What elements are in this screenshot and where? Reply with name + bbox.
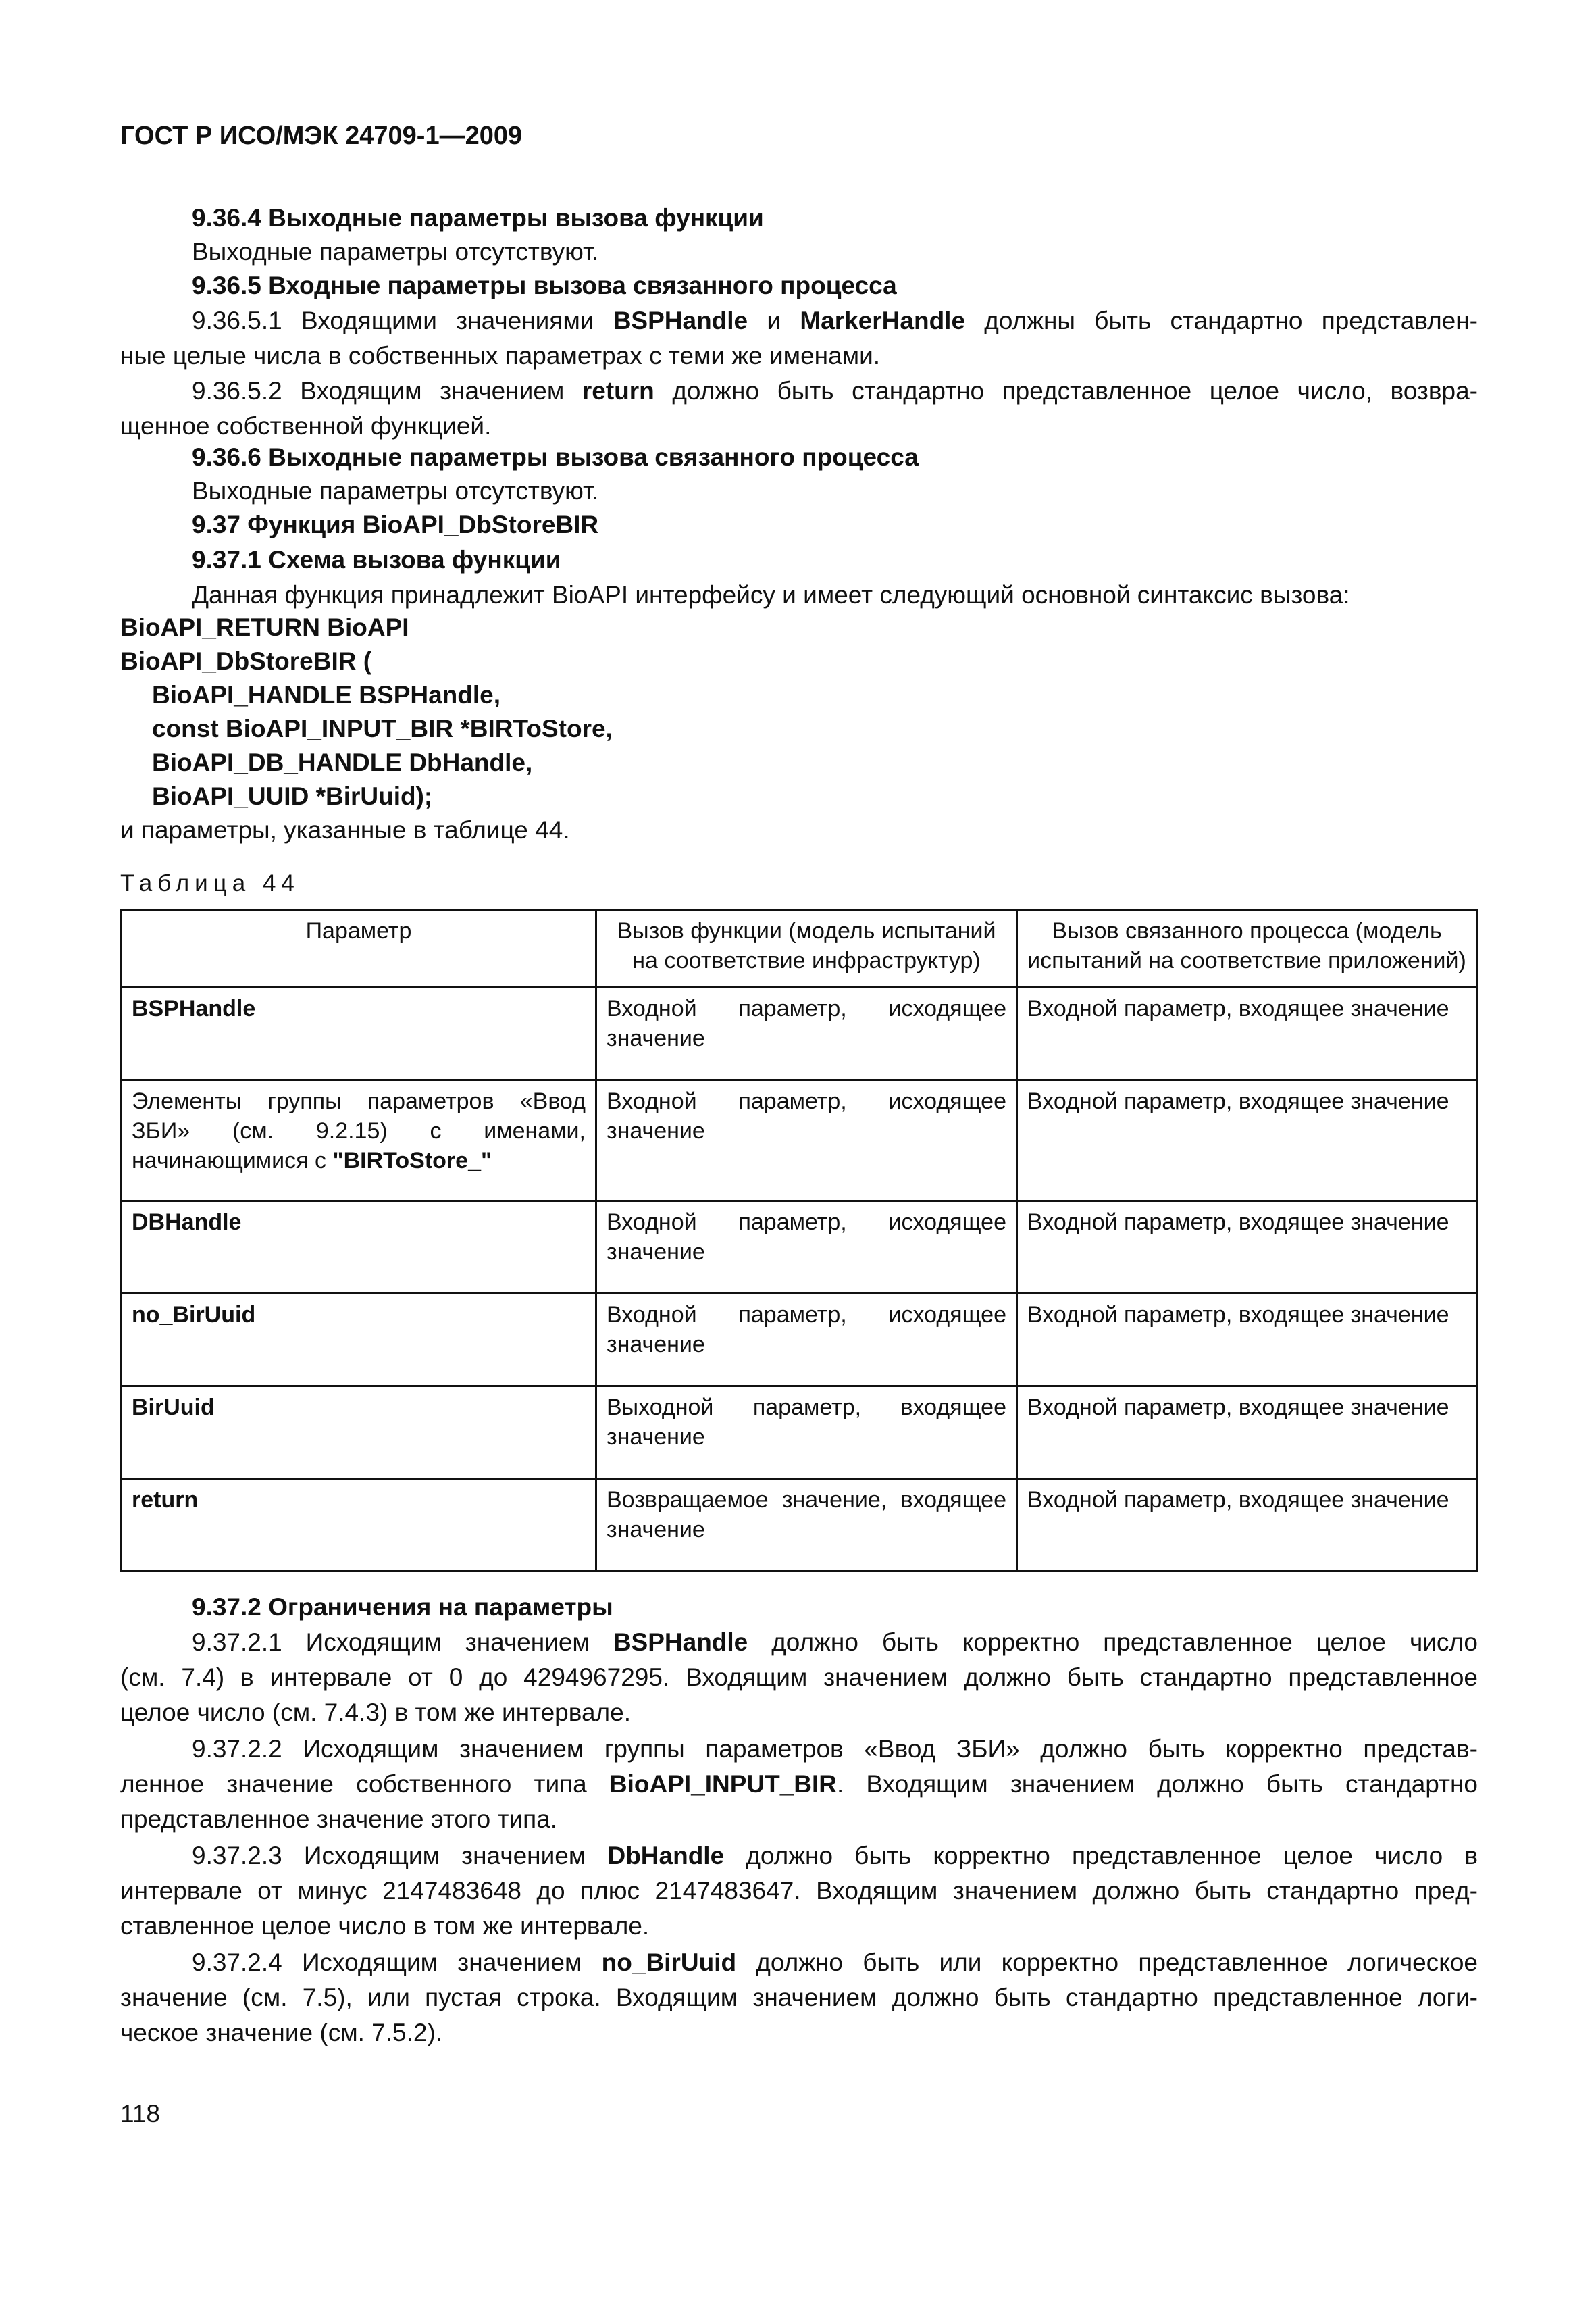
paragraph: Выходные параметры отсутствуют. bbox=[192, 477, 599, 505]
table-header-row bbox=[122, 910, 1477, 988]
table-row bbox=[122, 1080, 1477, 1201]
code-line: const BioAPI_INPUT_BIR *BIRToStore, bbox=[152, 715, 613, 743]
table-cell: Входной параметр, входящее значение bbox=[1017, 1294, 1477, 1386]
code-line: BioAPI_HANDLE BSPHandle, bbox=[152, 681, 501, 709]
table-header-cell: Вызов связанного процесса (модель испытаний на соответствие приложений) bbox=[1017, 910, 1477, 988]
section-heading-9-37: 9.37 Функция BioAPI_DbStoreBIR bbox=[192, 511, 599, 538]
table-cell: Выходной параметр, входящее значение bbox=[596, 1386, 1017, 1479]
table-row bbox=[122, 1386, 1477, 1479]
table-cell: no_BirUuid bbox=[122, 1294, 596, 1386]
code-line: BioAPI_UUID *BirUuid); bbox=[152, 782, 433, 810]
paragraph-line: щенное собственной функцией. bbox=[120, 412, 492, 440]
table-cell: Входной параметр, входящее значение bbox=[1017, 988, 1477, 1080]
paragraph-line: (см. 7.4) в интервале от 0 до 4294967295. Входящим значением должно быть стандартно представленное bbox=[120, 1663, 1478, 1691]
paragraph-line: 9.36.5.2 Входящим значением return должно быть стандартно представленное целое число, возвра- bbox=[192, 377, 1478, 405]
paragraph-line: представленное значение этого типа. bbox=[120, 1805, 558, 1833]
section-heading-9-36-5: 9.36.5 Входные параметры вызова связанного процесса bbox=[192, 272, 897, 299]
paragraph-line: 9.37.2.3 Исходящим значением DbHandle должно быть корректно представленное целое число в bbox=[192, 1842, 1478, 1869]
table-cell: return bbox=[122, 1479, 596, 1571]
table-cell: Входной параметр, входящее значение bbox=[1017, 1479, 1477, 1571]
table-cell: Элементы группы параметров «Ввод ЗБИ» (см. 9.2.15) с именами, начинающимися с "BIRToStore_" bbox=[122, 1080, 596, 1201]
code-line: BioAPI_DbStoreBIR ( bbox=[120, 647, 372, 675]
paragraph: и параметры, указанные в таблице 44. bbox=[120, 816, 570, 844]
table-cell: Входной параметр, исходящее значение bbox=[596, 1080, 1017, 1201]
table-cell: BSPHandle bbox=[122, 988, 596, 1080]
paragraph-line: ные целые числа в собственных параметрах с теми же именами. bbox=[120, 342, 881, 370]
paragraph: Данная функция принадлежит BioAPI интерфейсу и имеет следующий основной синтаксис вызова: bbox=[192, 581, 1350, 609]
code-line: BioAPI_RETURN BioAPI bbox=[120, 613, 409, 641]
table-cell: Входной параметр, исходящее значение bbox=[596, 1294, 1017, 1386]
page-number: 118 bbox=[120, 2100, 160, 2128]
table-cell: DBHandle bbox=[122, 1201, 596, 1294]
paragraph: Выходные параметры отсутствуют. bbox=[192, 238, 599, 266]
section-heading-9-36-6: 9.36.6 Выходные параметры вызова связанного процесса bbox=[192, 443, 919, 471]
table-caption: Таблица 44 bbox=[120, 870, 300, 897]
table-row bbox=[122, 1294, 1477, 1386]
table-cell: Входной параметр, входящее значение bbox=[1017, 1080, 1477, 1201]
paragraph-line: значение (см. 7.5), или пустая строка. Входящим значением должно быть стандартно представленное логи- bbox=[120, 1984, 1478, 2011]
paragraph-line: 9.37.2.1 Исходящим значением BSPHandle должно быть корректно представленное целое число bbox=[192, 1628, 1478, 1656]
paragraph-line: 9.36.5.1 Входящими значениями BSPHandle и MarkerHandle должны быть стандартно представлен- bbox=[192, 307, 1478, 334]
table-row bbox=[122, 1201, 1477, 1294]
section-heading-9-36-4: 9.36.4 Выходные параметры вызова функции bbox=[192, 204, 764, 232]
table-header-cell: Параметр bbox=[122, 910, 596, 988]
paragraph-line: 9.37.2.4 Исходящим значением no_BirUuid должно быть или корректно представленное логическое bbox=[192, 1948, 1478, 1976]
table-row bbox=[122, 1479, 1477, 1571]
parameters-table bbox=[120, 909, 1478, 1572]
table-row bbox=[122, 988, 1477, 1080]
paragraph-line: 9.37.2.2 Исходящим значением группы параметров «Ввод ЗБИ» должно быть корректно представ- bbox=[192, 1735, 1478, 1763]
paragraph-line: интервале от минус 2147483648 до плюс 2147483647. Входящим значением должно быть стандартно пред- bbox=[120, 1877, 1478, 1905]
section-heading-9-37-2: 9.37.2 Ограничения на параметры bbox=[192, 1593, 613, 1621]
table-header-cell: Вызов функции (модель испытаний на соответствие инфраструктур) bbox=[596, 910, 1017, 988]
table-cell: Входной параметр, исходящее значение bbox=[596, 988, 1017, 1080]
paragraph-line: ческое значение (см. 7.5.2). bbox=[120, 2019, 443, 2046]
table-cell: Входной параметр, входящее значение bbox=[1017, 1201, 1477, 1294]
paragraph-line: ставленное целое число в том же интервале. bbox=[120, 1912, 650, 1940]
document-header: ГОСТ Р ИСО/МЭК 24709-1—2009 bbox=[120, 122, 523, 150]
table-cell: Входной параметр, входящее значение bbox=[1017, 1386, 1477, 1479]
paragraph-line: ленное значение собственного типа BioAPI_INPUT_BIR. Входящим значением должно быть стандартно bbox=[120, 1770, 1478, 1798]
table-cell: Входной параметр, исходящее значение bbox=[596, 1201, 1017, 1294]
table-cell: Возвращаемое значение, входящее значение bbox=[596, 1479, 1017, 1571]
paragraph-line: целое число (см. 7.4.3) в том же интервале. bbox=[120, 1699, 632, 1726]
section-heading-9-37-1: 9.37.1 Схема вызова функции bbox=[192, 546, 561, 574]
code-line: BioAPI_DB_HANDLE DbHandle, bbox=[152, 749, 533, 776]
table-cell: BirUuid bbox=[122, 1386, 596, 1479]
